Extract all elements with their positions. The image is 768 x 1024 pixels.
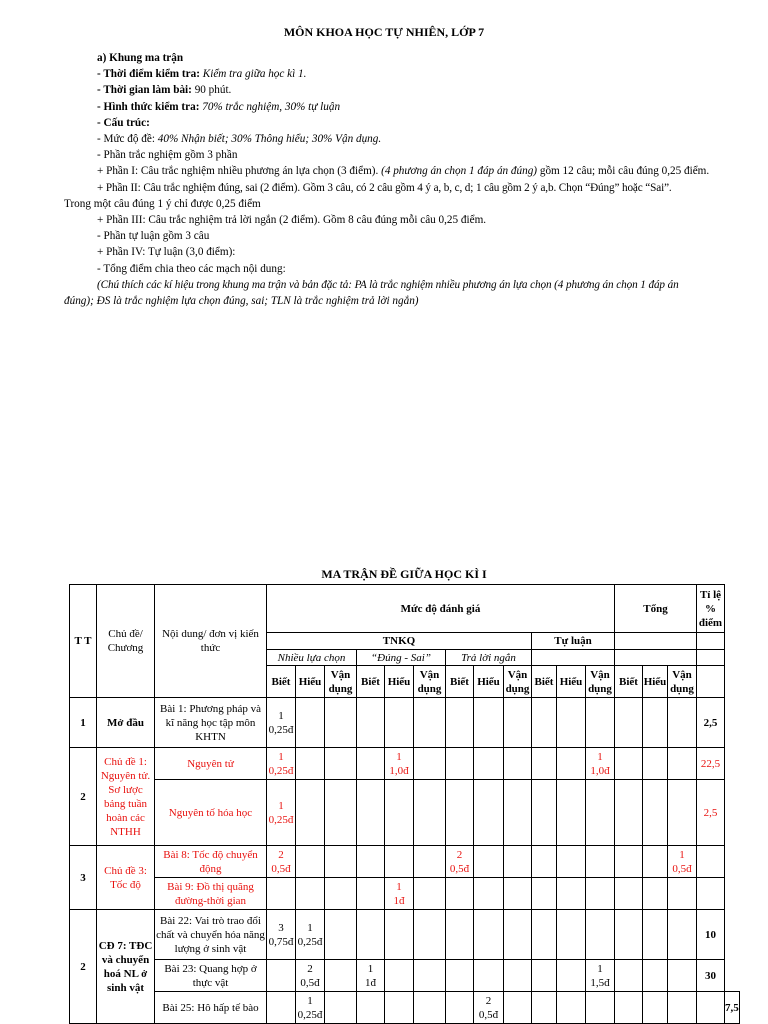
row-number: 3 xyxy=(70,846,97,910)
empty-cell xyxy=(557,748,586,780)
section-heading: a) Khung ma trận xyxy=(97,52,184,64)
empty-cell xyxy=(267,878,296,910)
empty-cell xyxy=(532,748,557,780)
empty-cell xyxy=(557,846,586,878)
row-number: 1 xyxy=(70,698,97,748)
part1-tail: gồm 12 câu; mỗi câu đúng 0,25 điểm. xyxy=(539,165,710,178)
apply-header: Vận dụng xyxy=(586,666,615,698)
empty-cell xyxy=(446,748,474,780)
empty-cell xyxy=(532,910,557,960)
ratio-cell: 2,5 xyxy=(697,698,725,748)
empty-cell xyxy=(697,992,725,1024)
table-row xyxy=(70,910,740,960)
empty-cell xyxy=(532,780,557,846)
empty-cell xyxy=(414,846,446,878)
part1-note: (4 phương án chọn 1 đáp án đúng) xyxy=(381,165,538,178)
empty-cell xyxy=(446,780,474,846)
value: Kiểm tra giữa học kì 1. xyxy=(202,68,307,81)
ratio-cell: 10 xyxy=(697,910,725,960)
empty-cell xyxy=(504,910,532,960)
empty-cell xyxy=(586,992,615,1024)
label: - Thời gian làm bài: xyxy=(97,84,192,97)
topic-header: Chủ đề/ Chương xyxy=(97,585,155,698)
empty-cell xyxy=(296,846,325,878)
empty-cell xyxy=(532,650,615,666)
value-cell xyxy=(267,780,296,846)
table-row xyxy=(70,960,740,992)
empty-cell xyxy=(446,878,474,910)
value-cell xyxy=(296,992,325,1024)
empty-cell xyxy=(474,910,504,960)
empty-cell xyxy=(296,748,325,780)
empty-cell xyxy=(668,910,697,960)
empty-cell xyxy=(586,910,615,960)
value-cell xyxy=(586,748,615,780)
value: 40% Nhận biết; 30% Thông hiểu; 30% Vận dụng. xyxy=(157,133,382,146)
empty-cell xyxy=(615,960,643,992)
empty-cell xyxy=(504,698,532,748)
empty-cell xyxy=(385,960,414,992)
empty-cell xyxy=(557,780,586,846)
know-header: Biết xyxy=(532,666,557,698)
empty-cell xyxy=(668,780,697,846)
empty-cell xyxy=(504,960,532,992)
value-cell xyxy=(267,846,296,878)
value: 70% trắc nghiệm, 30% tự luận xyxy=(202,100,341,113)
tnkq-header: TNKQ xyxy=(267,633,532,650)
empty-cell xyxy=(532,960,557,992)
matrix-title: MA TRẬN ĐỀ GIỮA HỌC KÌ I xyxy=(321,567,487,581)
value-cell xyxy=(296,960,325,992)
empty-cell xyxy=(643,878,668,910)
empty-cell xyxy=(504,846,532,878)
short-header: Trả lời ngắn xyxy=(446,650,532,666)
empty-cell xyxy=(357,878,385,910)
apply-header: Vận dụng xyxy=(504,666,532,698)
empty-cell xyxy=(557,878,586,910)
empty-cell xyxy=(697,633,725,650)
empty-cell xyxy=(357,910,385,960)
empty-cell xyxy=(697,878,725,910)
empty-cell xyxy=(446,910,474,960)
empty-cell xyxy=(643,698,668,748)
value: 90 phút. xyxy=(194,84,232,97)
part2-line: + Phần II: Câu trắc nghiệm đúng, sai (2 điểm). Gồm 3 câu, có 2 câu gồm 4 ý a, b, c, d; 1 câu gồm 2 ý a,b. Chọn “Đúng” hoặc “Sai”. xyxy=(97,181,672,194)
empty-cell xyxy=(643,748,668,780)
value-text: 1 0,25đ xyxy=(297,994,323,1021)
empty-cell xyxy=(643,846,668,878)
empty-cell xyxy=(474,780,504,846)
value-cell xyxy=(586,960,615,992)
empty-cell xyxy=(325,960,357,992)
content-cell: Nguyên tố hóa học xyxy=(155,780,267,846)
ratio-cell: 22,5 xyxy=(697,748,725,780)
value-cell xyxy=(357,960,385,992)
empty-cell xyxy=(414,748,446,780)
table-row xyxy=(70,992,740,1024)
empty-cell xyxy=(325,846,357,878)
assessment-matrix-table xyxy=(69,584,740,1024)
part3-line: + Phần III: Câu trắc nghiệm trả lời ngắn (2 điểm). Gồm 8 câu đúng mỗi câu 0,25 điểm. xyxy=(97,214,487,227)
essay-parts-line: - Phần tự luận gồm 3 câu xyxy=(97,230,210,243)
empty-cell xyxy=(586,846,615,878)
empty-cell xyxy=(557,992,586,1024)
apply-header: Vận dụng xyxy=(325,666,357,698)
empty-cell xyxy=(474,748,504,780)
empty-cell xyxy=(615,992,643,1024)
header-row-1 xyxy=(70,585,740,633)
value-cell xyxy=(267,910,296,960)
empty-cell xyxy=(668,878,697,910)
empty-cell xyxy=(615,780,643,846)
value-cell xyxy=(296,910,325,960)
content-cell: Bài 23: Quang hợp ở thực vật xyxy=(155,960,267,992)
empty-cell xyxy=(557,960,586,992)
empty-cell xyxy=(296,780,325,846)
part4-line: + Phần IV: Tự luận (3,0 điểm): xyxy=(97,246,236,259)
label: - Thời điểm kiểm tra: xyxy=(97,68,200,81)
empty-cell xyxy=(296,878,325,910)
value-cell xyxy=(385,878,414,910)
value-text: 1 0,25đ xyxy=(268,750,294,777)
topic-cell: CĐ 7: TĐC và chuyển hoá NL ở sinh vật xyxy=(97,910,155,1024)
know-header: Biết xyxy=(446,666,474,698)
empty-cell xyxy=(325,992,357,1024)
empty-cell xyxy=(446,992,474,1024)
empty-cell xyxy=(504,992,532,1024)
tt-header: T T xyxy=(70,585,97,698)
content-cell: Bài 8: Tốc độ chuyển động xyxy=(155,846,267,878)
content-cell: Bài 25: Hô hấp tế bào xyxy=(155,992,267,1024)
empty-cell xyxy=(474,846,504,878)
value-cell xyxy=(446,846,474,878)
empty-cell xyxy=(357,780,385,846)
value-text: 1 0,25đ xyxy=(297,921,323,948)
structure-heading: - Cấu trúc: xyxy=(97,116,150,129)
empty-cell xyxy=(586,698,615,748)
apply-header: Vận dụng xyxy=(414,666,446,698)
empty-cell xyxy=(357,748,385,780)
part1-text: + Phần I: Câu trắc nghiệm nhiều phương án lựa chọn (3 điểm). xyxy=(97,165,379,178)
empty-cell xyxy=(643,960,668,992)
empty-cell xyxy=(615,910,643,960)
empty-cell xyxy=(414,878,446,910)
value-cell xyxy=(474,992,504,1024)
empty-cell xyxy=(697,666,725,698)
content-header: Nội dung/ đơn vị kiến thức xyxy=(155,585,267,698)
empty-cell xyxy=(325,910,357,960)
content-cell: Bài 22: Vai trò trao đổi chất và chuyển hóa năng lượng ở sinh vật xyxy=(155,910,267,960)
understand-header: Hiểu xyxy=(474,666,504,698)
label: - Mức độ đề: xyxy=(97,133,155,146)
empty-cell xyxy=(267,992,296,1024)
empty-cell xyxy=(504,780,532,846)
empty-cell xyxy=(668,992,697,1024)
difficulty-line xyxy=(64,131,742,147)
mc-header: Nhiều lựa chọn xyxy=(267,650,357,666)
document-title: MÔN KHOA HỌC TỰ NHIÊN, LỚP 7 xyxy=(283,25,485,39)
know-header: Biết xyxy=(267,666,296,698)
matrix-framework-section xyxy=(64,50,742,309)
value-cell xyxy=(267,698,296,748)
empty-cell xyxy=(504,748,532,780)
essay-header: Tự luận xyxy=(532,633,615,650)
ratio-cell: 7,5 xyxy=(725,992,740,1024)
ratio-cell: 2,5 xyxy=(697,780,725,846)
empty-cell xyxy=(385,846,414,878)
empty-cell xyxy=(325,748,357,780)
empty-cell xyxy=(357,846,385,878)
empty-cell xyxy=(532,992,557,1024)
empty-cell xyxy=(615,878,643,910)
exam-form-line xyxy=(64,99,742,115)
empty-cell xyxy=(474,878,504,910)
empty-cell xyxy=(697,846,725,878)
empty-cell xyxy=(325,698,357,748)
empty-cell xyxy=(414,992,446,1024)
value-text: 1 0,25đ xyxy=(268,709,294,736)
empty-cell xyxy=(532,878,557,910)
part2-line-cont: Trong một câu đúng 1 ý chỉ được 0,25 điểm xyxy=(64,197,261,210)
legend-note: (Chú thích các kí hiệu trong khung ma trận và bản đặc tả: PA là trắc nghiệm nhiều phương án lựa chọn (4 phương án chọn 1 đáp án xyxy=(97,278,679,291)
empty-cell xyxy=(586,780,615,846)
topic-cell: Chủ đề 3: Tốc độ xyxy=(97,846,155,910)
ratio-cell: 30 xyxy=(697,960,725,992)
apply-header: Vận dụng xyxy=(668,666,697,698)
content-cell: Nguyên tử xyxy=(155,748,267,780)
empty-cell xyxy=(615,650,697,666)
empty-cell xyxy=(586,878,615,910)
mc-parts-line: - Phần trắc nghiệm gồm 3 phần xyxy=(97,149,238,162)
empty-cell xyxy=(557,698,586,748)
empty-cell xyxy=(296,698,325,748)
legend-note-cont: đúng); ĐS là trắc nghiệm lựa chọn đúng, sai; TLN là trắc nghiệm trả lời ngắn) xyxy=(64,295,419,308)
understand-header: Hiểu xyxy=(385,666,414,698)
table-row xyxy=(70,846,740,878)
value-cell xyxy=(385,748,414,780)
empty-cell xyxy=(414,698,446,748)
table-row xyxy=(70,878,740,910)
content-cell: Bài 1: Phương pháp và kĩ năng học tập môn KHTN xyxy=(155,698,267,748)
empty-cell xyxy=(615,748,643,780)
value-text: 1 0,5đ xyxy=(672,848,692,875)
know-header: Biết xyxy=(357,666,385,698)
empty-cell xyxy=(267,960,296,992)
value-cell xyxy=(267,748,296,780)
value-text: 1 1,0đ xyxy=(590,750,610,777)
ratio-header: Tỉ lệ % điểm xyxy=(697,585,725,633)
total-score-line: - Tổng điểm chia theo các mạch nội dung: xyxy=(97,262,286,275)
empty-cell xyxy=(615,846,643,878)
empty-cell xyxy=(643,910,668,960)
empty-cell xyxy=(668,698,697,748)
empty-cell xyxy=(643,992,668,1024)
value-text: 2 0,5đ xyxy=(271,848,291,875)
empty-cell xyxy=(325,780,357,846)
content-cell: Bài 9: Đồ thị quãng đường-thời gian xyxy=(155,878,267,910)
empty-cell xyxy=(446,698,474,748)
empty-cell xyxy=(532,846,557,878)
understand-header: Hiểu xyxy=(296,666,325,698)
value-text: 3 0,75đ xyxy=(268,921,294,948)
value-text: 1 1đ xyxy=(365,962,376,989)
table-row xyxy=(70,698,740,748)
value-text: 2 0,5đ xyxy=(300,962,320,989)
empty-cell xyxy=(615,698,643,748)
value-text: 1 1đ xyxy=(393,880,405,907)
empty-cell xyxy=(697,650,725,666)
total-header: Tổng xyxy=(615,585,697,633)
value-text: 2 0,5đ xyxy=(449,848,470,875)
empty-cell xyxy=(668,748,697,780)
empty-cell xyxy=(557,910,586,960)
topic-cell: Chủ đề 1: Nguyên tử. Sơ lược bảng tuần hoàn các NTHH xyxy=(97,748,155,846)
value-text: 2 0,5đ xyxy=(478,994,499,1021)
part1-line xyxy=(64,163,742,179)
empty-cell xyxy=(414,960,446,992)
empty-cell xyxy=(446,960,474,992)
empty-cell xyxy=(504,878,532,910)
value-text: 1 1,0đ xyxy=(389,750,409,777)
empty-cell xyxy=(385,910,414,960)
empty-cell xyxy=(385,698,414,748)
tf-header: “Đúng - Sai” xyxy=(357,650,446,666)
empty-cell xyxy=(474,960,504,992)
value-text: 1 1,5đ xyxy=(590,962,610,989)
empty-cell xyxy=(643,780,668,846)
label: - Hình thức kiểm tra: xyxy=(97,100,200,113)
duration-line xyxy=(64,82,742,98)
empty-cell xyxy=(668,960,697,992)
know-header: Biết xyxy=(615,666,643,698)
value-cell xyxy=(668,846,697,878)
empty-cell xyxy=(615,633,697,650)
table-row xyxy=(70,780,740,846)
level-header: Mức độ đánh giá xyxy=(267,585,615,633)
empty-cell xyxy=(357,698,385,748)
empty-cell xyxy=(474,698,504,748)
empty-cell xyxy=(414,780,446,846)
empty-cell xyxy=(532,698,557,748)
understand-header: Hiểu xyxy=(643,666,668,698)
empty-cell xyxy=(385,780,414,846)
empty-cell xyxy=(385,992,414,1024)
understand-header: Hiểu xyxy=(557,666,586,698)
empty-cell xyxy=(325,878,357,910)
table-row xyxy=(70,748,740,780)
topic-cell: Mở đầu xyxy=(97,698,155,748)
exam-time-line xyxy=(64,66,742,82)
row-number: 2 xyxy=(70,910,97,1024)
empty-cell xyxy=(357,992,385,1024)
empty-cell xyxy=(414,910,446,960)
value-text: 1 0,25đ xyxy=(268,799,294,826)
row-number: 2 xyxy=(70,748,97,846)
